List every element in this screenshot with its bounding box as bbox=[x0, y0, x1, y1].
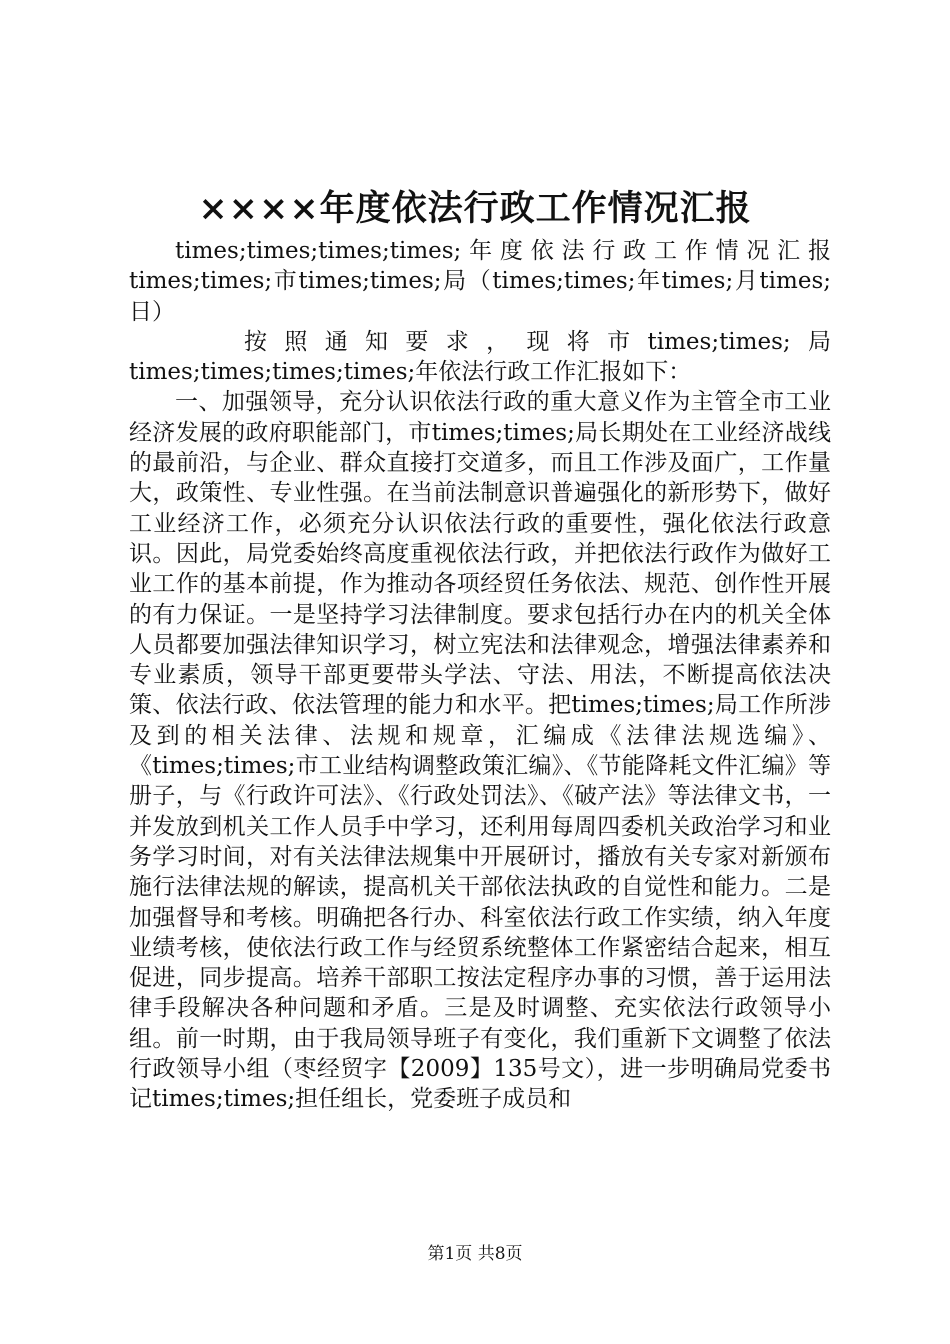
paragraph-intro: 按照通知要求，现将市times;times;局times;times;times;times;年依法行政工作汇报如下： bbox=[129, 328, 831, 386]
paragraph-heading-date: times;times;times;times;年度依法行政工作情况汇报times;times;市times;times;局（times;times;年times;月times;日） bbox=[129, 238, 831, 325]
document-body bbox=[129, 236, 831, 1115]
document-title: ××××年度依法行政工作情况汇报 bbox=[198, 188, 752, 229]
paragraph-section-one: 一、加强领导，充分认识依法行政的重大意义作为主管全市工业经济发展的政府职能部门，市times;times;局长期处在工业经济战线的最前沿，与企业、群众直接打交道多，而且工作涉及面广，工作量大，政策性、专业性强。在当前法制意识普遍强化的新形势下，做好工业经济工作，必须充分认识依法行政的重要性，强化依法行政意识。因此，局党委始终高度重视依法行政，并把依法行政作为做好工业工作的基本前提，作为推动各项经贸任务依法、规范、创作性开展的有力保证。一是坚持学习法律制度。要求包括行办在内的机关全体人员都要加强法律知识学习，树立宪法和法律观念，增强法律素养和专业素质，领导干部更要带头学法、守法、用法，不断提高依法决策、依法行政、依法管理的能力和水平。把times;times;局工作所涉及到的相关法律、法规和规章，汇编成《法律法规选编》、《times;times;市工业结构调整政策汇编》、《节能降耗文件汇编》等册子，与《行政许可法》、《行政处罚法》、《破产法》等法律文书，一并发放到机关工作人员手中学习，还利用每周四委机关政治学习和业务学习时间，对有关法律法规集中开展研讨，播放有关专家对新颁布施行法律法规的解读，提高机关干部依法执政的自觉性和能力。二是加强督导和考核。明确把各行办、科室依法行政工作实绩，纳入年度业绩考核，使依法行政工作与经贸系统整体工作紧密结合起来，相互促进，同步提高。培养干部职工按法定程序办事的习惯，善于运用法律手段解决各种问题和矛盾。三是及时调整、充实依法行政领导小组。前一时期，由于我局领导班子有变化，我们重新下文调整了依法行政领导小组（枣经贸字【2009】135号文），进一步明确局党委书记times;times;担任组长，党委班子成员和 bbox=[129, 389, 831, 1113]
page-footer: 第1页 共8页 bbox=[427, 1244, 523, 1264]
